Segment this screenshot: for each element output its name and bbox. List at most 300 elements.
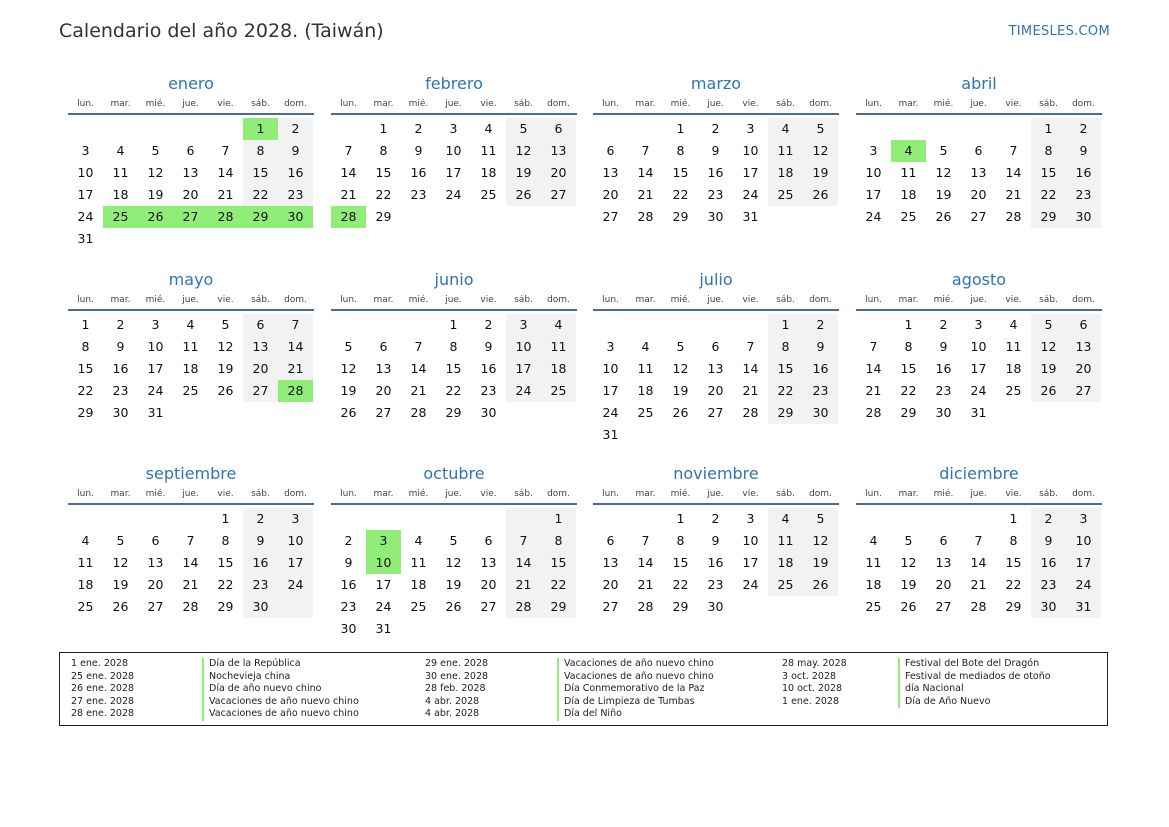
day-cell: 19 (445, 577, 462, 592)
empty-day-cell (68, 508, 103, 530)
day-cell: 3 (506, 314, 541, 336)
day-cell: 21 (506, 574, 541, 596)
day-cell: 12 (217, 339, 234, 354)
day-cell: 20 (602, 577, 619, 592)
weekday-label: sáb. (776, 295, 795, 305)
day-cell: 31 (1066, 596, 1101, 618)
day-cell: 31 (77, 231, 94, 246)
day-cell: 30 (1031, 596, 1066, 618)
week-row (593, 358, 839, 380)
empty-day-cell (331, 508, 366, 530)
day-cell: 21 (278, 358, 313, 380)
day-cell: 22 (217, 577, 234, 592)
holiday-name: Festival del Bote del Dragón (905, 658, 1040, 669)
empty-day-cell (471, 618, 506, 640)
holiday-date: 28 ene. 2028 (71, 708, 135, 720)
week-row (331, 402, 577, 424)
day-cell: 19 (672, 383, 689, 398)
day-cell: 3 (1066, 508, 1101, 530)
empty-day-cell (173, 228, 208, 250)
day-cell: 27 (375, 405, 392, 420)
empty-day-cell (593, 314, 628, 336)
day-cell: 30 (480, 405, 497, 420)
day-cell: 23 (935, 383, 952, 398)
day-cell: 11 (1005, 339, 1022, 354)
day-cell: 8 (379, 143, 388, 158)
day-cell: 16 (410, 165, 427, 180)
day-cell: 6 (1066, 314, 1101, 336)
day-cell: 27 (243, 380, 278, 402)
day-cell: 4 (768, 118, 803, 140)
day-cell: 27 (935, 599, 952, 614)
day-cell: 27 (602, 209, 619, 224)
holiday-date: 29 ene. 2028 (425, 658, 489, 669)
weekday-label: mar. (373, 489, 394, 499)
day-cell: 11 (541, 336, 576, 358)
day-cell: 26 (217, 383, 234, 398)
holiday-names-column (557, 658, 714, 721)
month-name: septiembre (145, 464, 237, 483)
day-cell: 29 (1005, 599, 1022, 614)
empty-day-cell (663, 314, 698, 336)
day-cell: 13 (147, 555, 164, 570)
day-cell: 11 (768, 530, 803, 552)
week-row (68, 358, 314, 380)
day-cell: 18 (900, 187, 917, 202)
weekday-label: lun. (77, 295, 94, 305)
day-cell: 30 (340, 621, 357, 636)
week-row (331, 596, 577, 618)
day-cell: 24 (865, 209, 882, 224)
day-cell: 2 (803, 314, 838, 336)
site-logo-link[interactable]: TIMESLES.COM (1008, 24, 1110, 39)
month-febrero (331, 73, 577, 228)
holiday-name: Nochevieja china (209, 670, 291, 682)
day-cell: 15 (77, 361, 94, 376)
week-row (856, 184, 1102, 206)
weekday-label: mar. (898, 295, 919, 305)
holiday-name: Vacaciones de año nuevo chino (564, 670, 714, 682)
day-cell: 25 (77, 599, 94, 614)
day-cell: 30 (112, 405, 129, 420)
empty-day-cell (996, 118, 1031, 140)
day-cell: 16 (480, 361, 497, 376)
day-cell: 20 (707, 383, 724, 398)
day-cell: 16 (340, 577, 357, 592)
week-row (331, 508, 577, 530)
week-row (593, 596, 839, 618)
weekday-label: vie. (217, 295, 234, 305)
holiday-list (59, 652, 1108, 726)
day-cell: 2 (1066, 118, 1101, 140)
day-cell: 29 (445, 405, 462, 420)
weekday-label: jue. (182, 295, 199, 305)
week-row (856, 206, 1102, 228)
empty-day-cell (243, 228, 278, 250)
holiday-date: 30 ene. 2028 (425, 670, 489, 682)
holiday-name: Día de año nuevo chino (209, 683, 322, 695)
day-cell: 14 (970, 555, 987, 570)
empty-day-cell (926, 508, 961, 530)
day-cell: 1 (1009, 511, 1018, 526)
empty-day-cell (803, 596, 838, 618)
day-cell: 3 (746, 121, 755, 136)
empty-day-cell (593, 118, 628, 140)
holiday-dates-column (425, 658, 488, 721)
day-cell: 4 (891, 140, 926, 162)
day-cell: 22 (243, 184, 278, 206)
day-cell: 14 (278, 336, 313, 358)
day-cell: 23 (480, 383, 497, 398)
empty-day-cell (506, 508, 541, 530)
weekday-label: jue. (970, 99, 987, 109)
day-cell: 14 (865, 361, 882, 376)
weekday-label: mar. (898, 489, 919, 499)
day-cell: 28 (410, 405, 427, 420)
weekday-label: sáb. (1039, 295, 1058, 305)
day-cell: 29 (243, 206, 278, 228)
day-cell: 12 (445, 555, 462, 570)
day-cell: 25 (900, 209, 917, 224)
holiday-name: Día Conmemorativo de la Paz (564, 683, 705, 695)
weekday-label: dom. (809, 99, 832, 109)
weekday-label: dom. (547, 99, 570, 109)
day-cell: 1 (243, 118, 278, 140)
day-cell: 21 (182, 577, 199, 592)
holiday-names-column (898, 658, 1051, 708)
week-row (856, 552, 1102, 574)
weekday-label: jue. (970, 489, 987, 499)
day-cell: 2 (414, 121, 423, 136)
day-cell: 12 (935, 165, 952, 180)
week-row (68, 574, 314, 596)
empty-day-cell (401, 314, 436, 336)
day-cell: 3 (366, 530, 401, 552)
day-cell: 9 (243, 530, 278, 552)
day-cell: 24 (147, 383, 164, 398)
weekday-label: vie. (217, 489, 234, 499)
day-cell: 10 (445, 143, 462, 158)
day-cell: 27 (602, 599, 619, 614)
empty-day-cell (961, 508, 996, 530)
holiday-date: 3 oct. 2028 (782, 670, 837, 682)
day-cell: 4 (186, 317, 195, 332)
day-cell: 21 (410, 383, 427, 398)
day-cell: 26 (445, 599, 462, 614)
weekday-label: lun. (602, 489, 619, 499)
day-cell: 11 (865, 555, 882, 570)
week-row (68, 596, 314, 618)
month-name: agosto (951, 270, 1007, 289)
holiday-name: Día de Limpieza de Tumbas (564, 695, 695, 707)
day-cell: 29 (1031, 206, 1066, 228)
day-cell: 15 (1005, 555, 1022, 570)
month-name: mayo (168, 270, 214, 289)
day-cell: 29 (900, 405, 917, 420)
empty-day-cell (138, 508, 173, 530)
empty-day-cell (243, 402, 278, 424)
day-cell: 9 (414, 143, 423, 158)
month-septiembre (68, 463, 314, 618)
day-cell: 1 (768, 314, 803, 336)
week-row (593, 508, 839, 530)
empty-day-cell (138, 228, 173, 250)
day-cell: 23 (707, 187, 724, 202)
day-cell: 21 (217, 187, 234, 202)
day-cell: 27 (480, 599, 497, 614)
empty-day-cell (471, 206, 506, 228)
weekday-label: sáb. (776, 99, 795, 109)
empty-day-cell (436, 508, 471, 530)
day-cell: 27 (707, 405, 724, 420)
weekday-header (593, 293, 839, 311)
day-cell: 28 (208, 206, 243, 228)
day-cell: 15 (672, 165, 689, 180)
empty-day-cell (366, 314, 401, 336)
day-cell: 21 (742, 383, 759, 398)
empty-day-cell (628, 118, 663, 140)
week-row (593, 380, 839, 402)
day-cell: 11 (182, 339, 199, 354)
weekday-header (856, 97, 1102, 115)
day-cell: 31 (147, 405, 164, 420)
day-cell: 11 (480, 143, 497, 158)
day-cell: 26 (803, 184, 838, 206)
day-cell: 20 (970, 187, 987, 202)
empty-day-cell (138, 118, 173, 140)
day-cell: 12 (803, 140, 838, 162)
day-cell: 9 (803, 336, 838, 358)
day-cell: 4 (641, 339, 650, 354)
weekday-label: sáb. (251, 99, 270, 109)
empty-day-cell (471, 508, 506, 530)
day-cell: 23 (340, 599, 357, 614)
day-cell: 15 (541, 552, 576, 574)
week-row (856, 358, 1102, 380)
day-cell: 17 (970, 361, 987, 376)
day-cell: 23 (243, 574, 278, 596)
day-cell: 26 (112, 599, 129, 614)
day-cell: 24 (77, 209, 94, 224)
day-cell: 11 (768, 140, 803, 162)
day-cell: 12 (147, 165, 164, 180)
weekday-label: mar. (110, 99, 131, 109)
weekday-label: vie. (1005, 489, 1022, 499)
empty-day-cell (856, 508, 891, 530)
day-cell: 24 (742, 577, 759, 592)
day-cell: 17 (147, 361, 164, 376)
day-cell: 14 (410, 361, 427, 376)
day-cell: 6 (379, 339, 388, 354)
week-row (856, 596, 1102, 618)
weekday-label: dom. (809, 295, 832, 305)
day-cell: 12 (340, 361, 357, 376)
day-cell: 18 (410, 577, 427, 592)
day-cell: 24 (1066, 574, 1101, 596)
day-cell: 30 (707, 209, 724, 224)
weekday-label: mié. (933, 489, 954, 499)
day-cell: 18 (77, 577, 94, 592)
day-cell: 1 (449, 317, 458, 332)
weekday-label: vie. (1005, 99, 1022, 109)
day-cell: 16 (112, 361, 129, 376)
week-row (331, 184, 577, 206)
weekday-label: dom. (284, 99, 307, 109)
day-cell: 10 (1066, 530, 1101, 552)
day-cell: 8 (449, 339, 458, 354)
weekday-label: sáb. (251, 295, 270, 305)
weekday-label: dom. (1072, 99, 1095, 109)
empty-day-cell (541, 206, 576, 228)
weekday-label: dom. (1072, 295, 1095, 305)
week-row (331, 618, 577, 640)
day-cell: 18 (768, 552, 803, 574)
month-diciembre (856, 463, 1102, 618)
month-abril (856, 73, 1102, 228)
weekday-label: mar. (635, 295, 656, 305)
day-cell: 22 (768, 380, 803, 402)
day-cell: 13 (602, 165, 619, 180)
day-cell: 4 (116, 143, 125, 158)
weekday-label: vie. (742, 99, 759, 109)
day-cell: 2 (278, 118, 313, 140)
day-cell: 6 (939, 533, 948, 548)
holiday-name: Vacaciones de año nuevo chino (209, 708, 359, 720)
day-cell: 3 (869, 143, 878, 158)
empty-day-cell (926, 118, 961, 140)
day-cell: 9 (1031, 530, 1066, 552)
day-cell: 26 (803, 574, 838, 596)
empty-day-cell (628, 314, 663, 336)
weekday-label: lun. (865, 489, 882, 499)
day-cell: 25 (103, 206, 138, 228)
day-cell: 6 (711, 339, 720, 354)
day-cell: 28 (865, 405, 882, 420)
day-cell: 19 (935, 187, 952, 202)
day-cell: 21 (970, 577, 987, 592)
day-cell: 20 (541, 162, 576, 184)
day-cell: 20 (602, 187, 619, 202)
day-cell: 26 (506, 184, 541, 206)
empty-day-cell (1031, 402, 1066, 424)
week-row (68, 336, 314, 358)
day-cell: 2 (116, 317, 125, 332)
empty-day-cell (331, 314, 366, 336)
empty-day-cell (628, 424, 663, 446)
day-cell: 19 (147, 187, 164, 202)
week-row (593, 424, 839, 446)
week-row (593, 206, 839, 228)
day-cell: 13 (375, 361, 392, 376)
day-cell: 8 (221, 533, 230, 548)
weekday-label: dom. (809, 489, 832, 499)
weekday-label: sáb. (776, 489, 795, 499)
holiday-dates-column (782, 658, 847, 708)
day-cell: 29 (672, 209, 689, 224)
day-cell: 27 (147, 599, 164, 614)
day-cell: 16 (935, 361, 952, 376)
day-cell: 15 (1031, 162, 1066, 184)
day-cell: 8 (541, 530, 576, 552)
day-cell: 7 (974, 533, 983, 548)
month-name: marzo (690, 74, 742, 93)
weekday-label: mar. (635, 99, 656, 109)
day-cell: 6 (186, 143, 195, 158)
day-cell: 11 (410, 555, 427, 570)
day-cell: 30 (935, 405, 952, 420)
day-cell: 25 (637, 405, 654, 420)
day-cell: 17 (445, 165, 462, 180)
day-cell: 9 (711, 533, 720, 548)
empty-day-cell (278, 596, 313, 618)
weekday-label: dom. (284, 489, 307, 499)
empty-day-cell (541, 402, 576, 424)
day-cell: 6 (541, 118, 576, 140)
day-cell: 14 (637, 555, 654, 570)
day-cell: 20 (1066, 358, 1101, 380)
day-cell: 29 (768, 402, 803, 424)
day-cell: 18 (480, 165, 497, 180)
day-cell: 8 (1009, 533, 1018, 548)
empty-day-cell (733, 424, 768, 446)
day-cell: 18 (112, 187, 129, 202)
empty-day-cell (733, 314, 768, 336)
day-cell: 16 (707, 165, 724, 180)
month-name: diciembre (939, 464, 1019, 483)
week-row (68, 530, 314, 552)
weekday-label: vie. (480, 295, 497, 305)
weekday-label: sáb. (1039, 489, 1058, 499)
empty-day-cell (436, 618, 471, 640)
weekday-label: mar. (373, 99, 394, 109)
month-name: abril (961, 74, 997, 93)
day-cell: 13 (243, 336, 278, 358)
holiday-name: Día del Niño (564, 708, 622, 720)
day-cell: 27 (1066, 380, 1101, 402)
day-cell: 11 (637, 361, 654, 376)
day-cell: 25 (865, 599, 882, 614)
day-cell: 19 (803, 552, 838, 574)
empty-day-cell (401, 508, 436, 530)
weekday-label: sáb. (514, 295, 533, 305)
day-cell: 17 (742, 165, 759, 180)
weekday-label: dom. (284, 295, 307, 305)
day-cell: 2 (939, 317, 948, 332)
holiday-names-column (202, 658, 359, 721)
month-julio (593, 269, 839, 446)
empty-day-cell (208, 402, 243, 424)
day-cell: 19 (340, 383, 357, 398)
day-cell: 1 (81, 317, 90, 332)
empty-day-cell (768, 206, 803, 228)
week-row (856, 140, 1102, 162)
day-cell: 22 (375, 187, 392, 202)
day-cell: 23 (278, 184, 313, 206)
day-cell: 23 (1066, 184, 1101, 206)
day-cell: 6 (606, 533, 615, 548)
holiday-date: 25 ene. 2028 (71, 670, 135, 682)
month-octubre (331, 463, 577, 640)
week-row (593, 530, 839, 552)
empty-day-cell (436, 206, 471, 228)
day-cell: 6 (243, 314, 278, 336)
day-cell: 13 (541, 140, 576, 162)
month-noviembre (593, 463, 839, 618)
day-cell: 2 (484, 317, 493, 332)
day-cell: 27 (541, 184, 576, 206)
week-row (68, 228, 314, 250)
weekday-label: jue. (707, 295, 724, 305)
